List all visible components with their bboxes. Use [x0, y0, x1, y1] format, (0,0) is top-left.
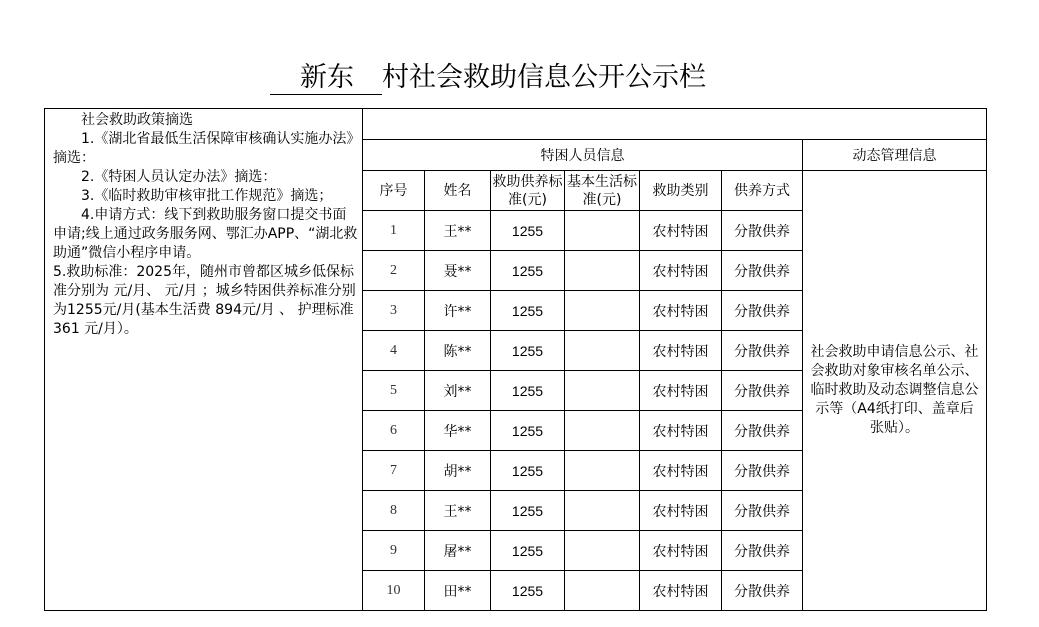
- row-category: 农村特困: [640, 371, 722, 411]
- row-basic: [565, 411, 640, 451]
- row-basic: [565, 571, 640, 611]
- blank-header-cell: [363, 109, 987, 140]
- row-support: 分散供养: [722, 451, 803, 491]
- row-name: 田**: [425, 571, 491, 611]
- row-basic: [565, 451, 640, 491]
- row-support: 分散供养: [722, 331, 803, 371]
- row-support: 分散供养: [722, 531, 803, 571]
- row-support: 分散供养: [722, 251, 803, 291]
- row-basic: [565, 531, 640, 571]
- row-name: 王**: [425, 491, 491, 531]
- row-name: 陈**: [425, 331, 491, 371]
- row-category: 农村特困: [640, 451, 722, 491]
- col-name-header: 姓名: [425, 171, 491, 211]
- page-title: [270, 62, 770, 102]
- row-category: 农村特困: [640, 251, 722, 291]
- row-support: 分散供养: [722, 491, 803, 531]
- row-category: 农村特困: [640, 211, 722, 251]
- policy-item: 4.申请方式：线下到救助服务窗口提交书面申请;线上通过政务服务网、鄂汇办APP、“湖北救助通”微信小程序申请。: [53, 207, 358, 261]
- row-basic: [565, 331, 640, 371]
- village-name: 新东: [270, 62, 382, 95]
- row-std: 1255: [491, 571, 565, 611]
- policy-heading: 社会救助政策摘选: [81, 112, 193, 128]
- bulletin-table: [44, 108, 987, 611]
- row-support: 分散供养: [722, 411, 803, 451]
- col-support-header: 供养方式: [722, 171, 803, 211]
- row-std: 1255: [491, 451, 565, 491]
- row-std: 1255: [491, 411, 565, 451]
- row-name: 王**: [425, 211, 491, 251]
- row-seq: 2: [363, 251, 425, 291]
- row-name: 华**: [425, 411, 491, 451]
- row-seq: 3: [363, 291, 425, 331]
- special-info-header: 特困人员信息: [363, 140, 803, 171]
- policy-item-standard: 5.救助标准：2025年，随州市曾都区城乡低保标准分别为 元/月、 元/月 ；城乡特困供养标准分别为1255元/月(基本生活费 894元/月 、 护理标准361 元/月）。: [53, 264, 356, 337]
- row-std: 1255: [491, 251, 565, 291]
- row-name: 胡**: [425, 451, 491, 491]
- row-seq: 1: [363, 211, 425, 251]
- row-std: 1255: [491, 371, 565, 411]
- col-std-header: 救助供养标准(元): [491, 171, 565, 211]
- col-seq-header: 序号: [363, 171, 425, 211]
- row-name: 许**: [425, 291, 491, 331]
- policy-item: 3.《临时救助审核审批工作规范》摘选；: [81, 188, 333, 204]
- row-basic: [565, 211, 640, 251]
- policy-section: [45, 109, 363, 611]
- title-text: 村社会救助信息公开公示栏: [382, 62, 706, 93]
- policy-item: 1.《湖北省最低生活保障审核确认实施办法》摘选：: [53, 131, 354, 166]
- row-std: 1255: [491, 491, 565, 531]
- row-support: 分散供养: [722, 211, 803, 251]
- row-seq: 10: [363, 571, 425, 611]
- row-std: 1255: [491, 531, 565, 571]
- row-basic: [565, 251, 640, 291]
- row-basic: [565, 491, 640, 531]
- row-name: 聂**: [425, 251, 491, 291]
- row-seq: 9: [363, 531, 425, 571]
- row-category: 农村特困: [640, 411, 722, 451]
- row-std: 1255: [491, 331, 565, 371]
- policy-item: 2.《特困人员认定办法》摘选：: [81, 169, 277, 185]
- dynamic-info-text: 社会救助申请信息公示、社会救助对象审核名单公示、临时救助及动态调整信息公示等（A4纸打印、盖章后张贴）。: [803, 171, 987, 611]
- row-category: 农村特困: [640, 291, 722, 331]
- row-category: 农村特困: [640, 331, 722, 371]
- col-basic-header: 基本生活标准(元): [565, 171, 640, 211]
- row-seq: 4: [363, 331, 425, 371]
- row-std: 1255: [491, 211, 565, 251]
- row-seq: 5: [363, 371, 425, 411]
- dynamic-info-header: 动态管理信息: [803, 140, 987, 171]
- top-blank-row: [45, 109, 987, 140]
- row-support: 分散供养: [722, 371, 803, 411]
- row-category: 农村特困: [640, 531, 722, 571]
- row-support: 分散供养: [722, 571, 803, 611]
- row-category: 农村特困: [640, 491, 722, 531]
- row-category: 农村特困: [640, 571, 722, 611]
- col-category-header: 救助类别: [640, 171, 722, 211]
- row-seq: 6: [363, 411, 425, 451]
- row-name: 屠**: [425, 531, 491, 571]
- row-name: 刘**: [425, 371, 491, 411]
- row-seq: 8: [363, 491, 425, 531]
- row-std: 1255: [491, 291, 565, 331]
- row-basic: [565, 291, 640, 331]
- row-support: 分散供养: [722, 291, 803, 331]
- row-basic: [565, 371, 640, 411]
- row-seq: 7: [363, 451, 425, 491]
